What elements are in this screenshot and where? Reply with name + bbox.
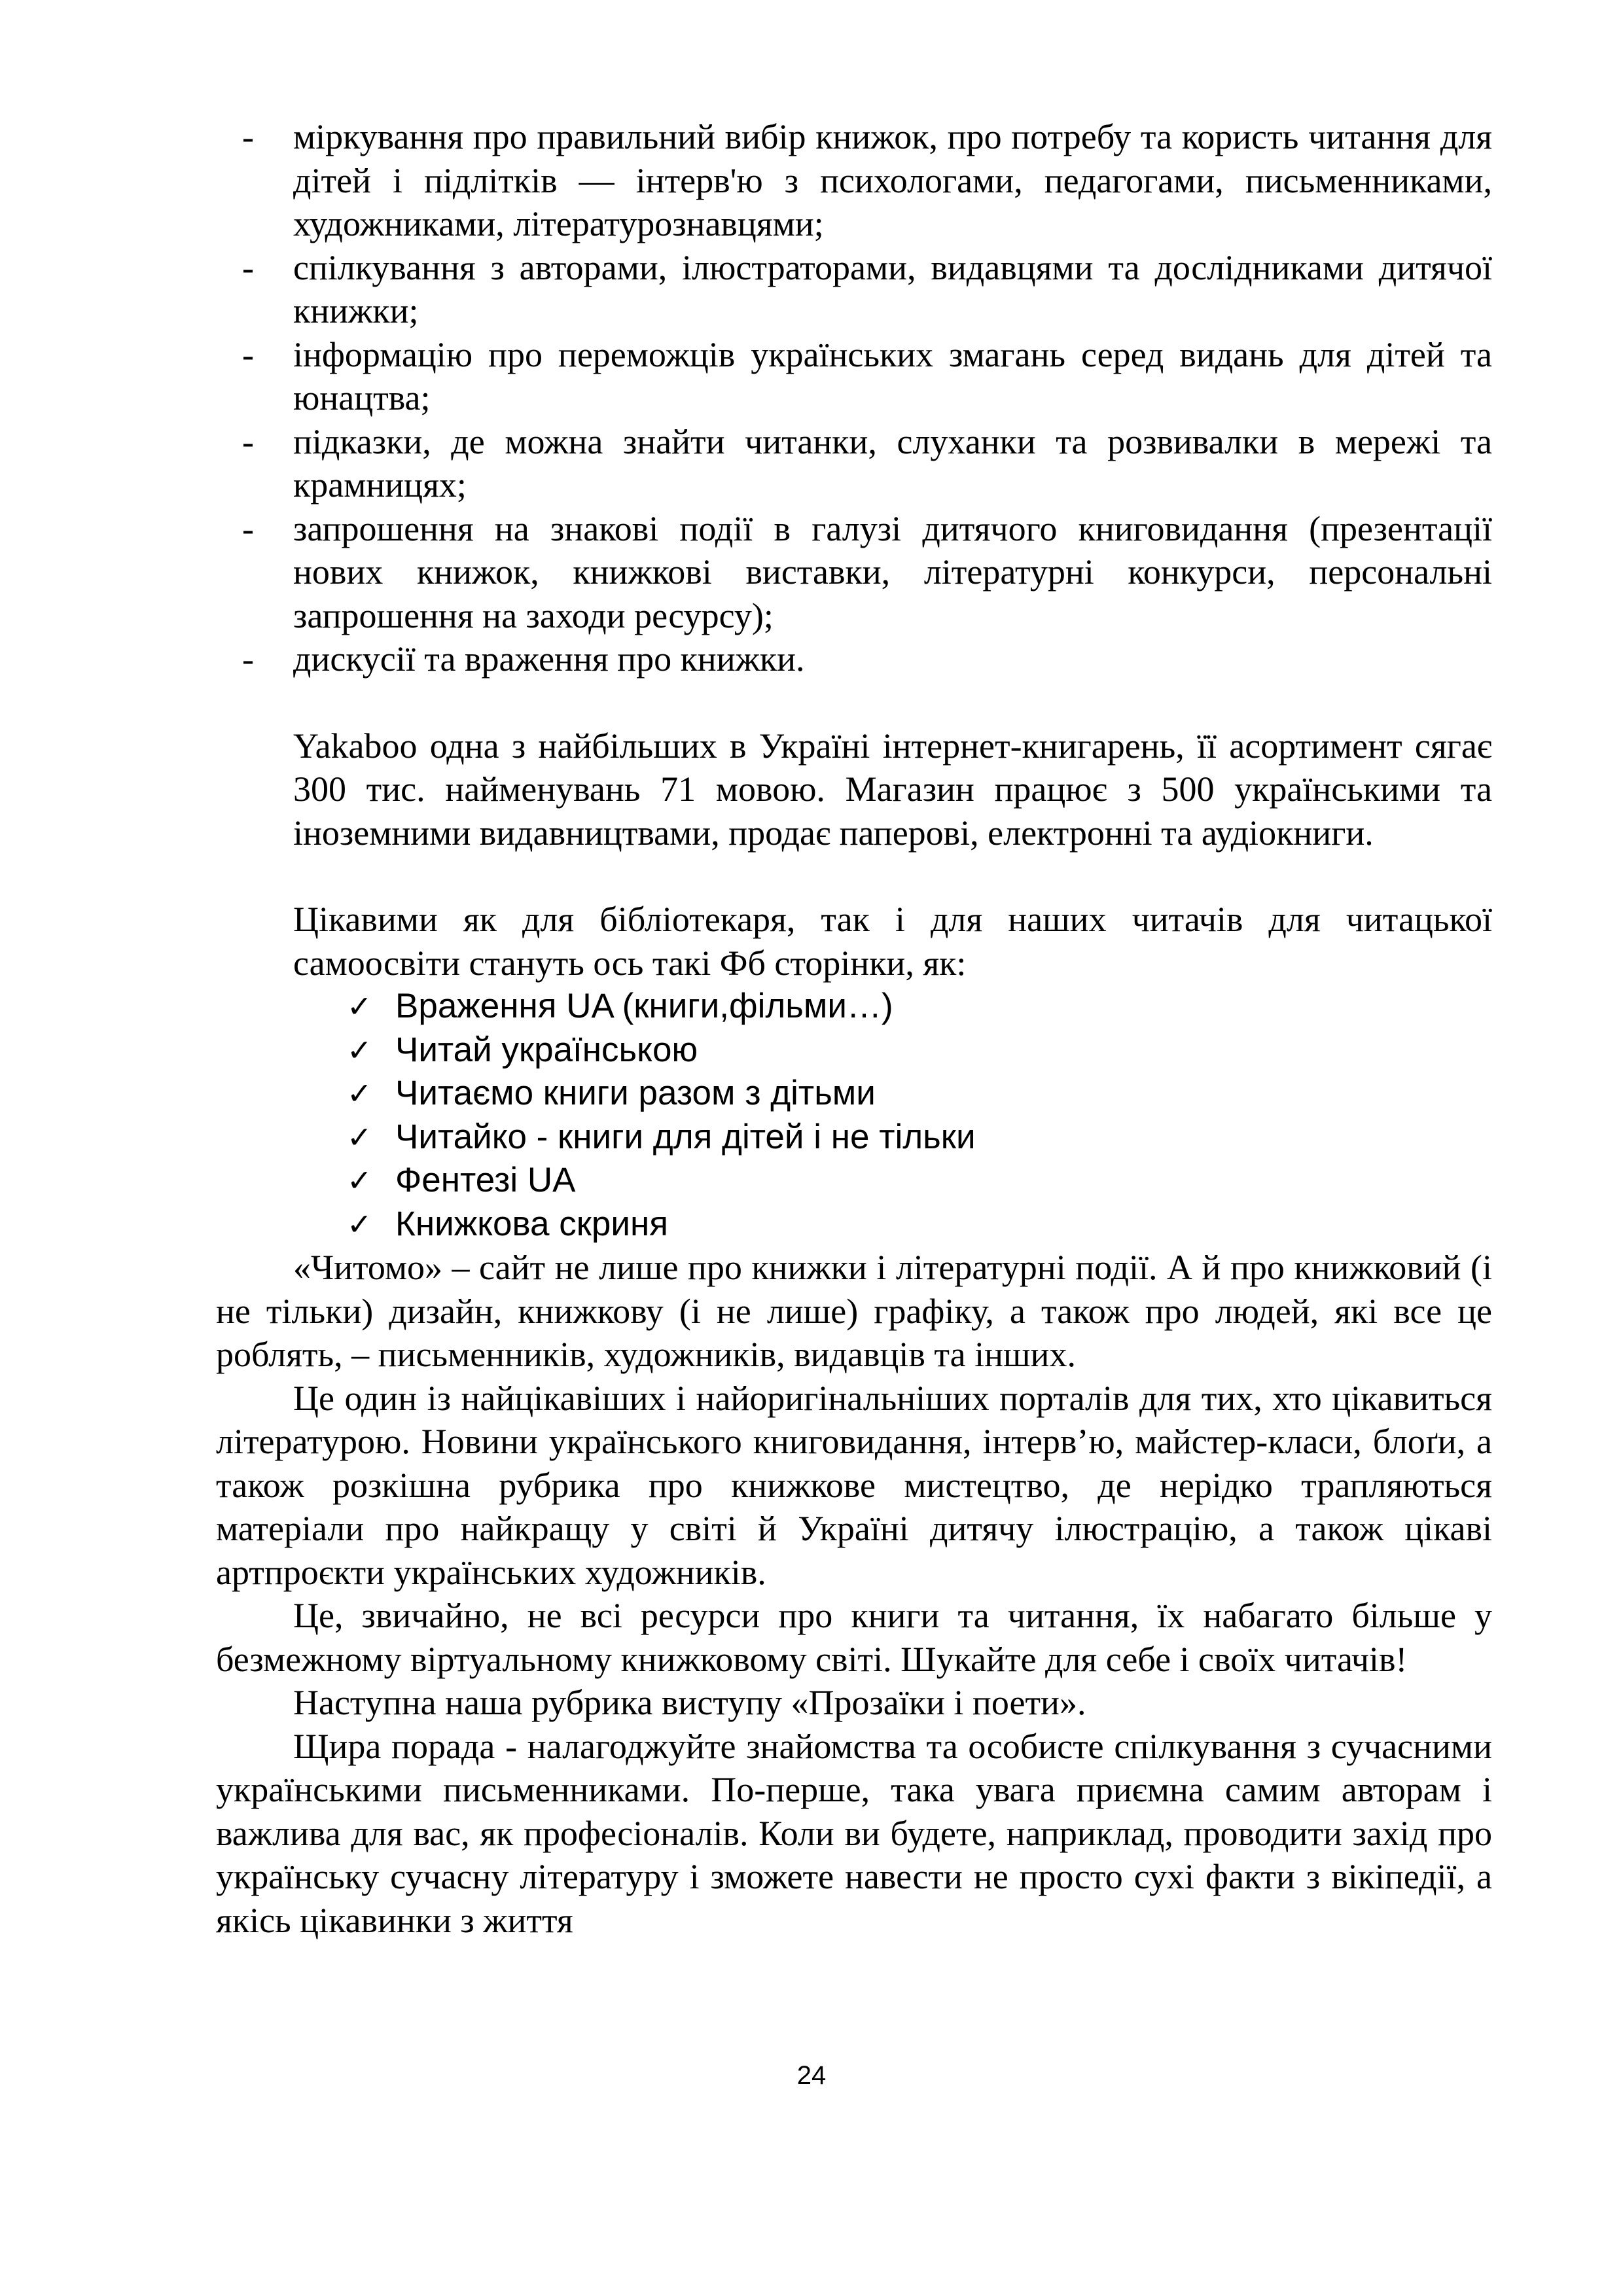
body-paragraph: Щира порада - налагоджуйте знайомства та особисте спілкування з сучасними українськими письменниками. По-перше, така увага приємна самим авторам і важлива для вас, як професіоналів. Коли ви будете, наприклад, проводити захід про українську сучасну літературу і зможете навести не просто сухі факти з вікіпедії, а якісь цікавинки з життя xyxy=(216,1726,1492,1940)
body-paragraph: Наступна наша рубрика виступу «Прозаїки і поети». xyxy=(293,1683,1086,1722)
dash-marker: - xyxy=(242,421,254,461)
fb-page-name: Читай українською xyxy=(395,1030,698,1069)
list-item xyxy=(347,1029,1492,1072)
dash-marker: - xyxy=(242,508,254,548)
body-paragraph: Це один із найцікавіших і найоригінальніших порталів для тих, хто цікавиться літературою. Новини українського книговидання, інтерв’ю, майстер-класи, блоґи, а також розкішна рубрика про книжкове мистецтво, де нерідко трапляються матеріали про найкращу у світі й Україні дитячу ілюстрацію, а також цікаві артпроєкти українських художників. xyxy=(216,1378,1492,1592)
list-item-text: спілкування з авторами, ілюстраторами, видавцями та дослідниками дитячої книжки; xyxy=(293,247,1492,330)
list-item xyxy=(216,333,1492,420)
fb-page-name: Читаємо книги разом з дітьми xyxy=(395,1074,876,1112)
list-item-text: запрошення на знакові події в галузі дитячого книговидання (презентації нових книжок, книжкові виставки, літературні конкурси, персональні запрошення на заходи ресурсу); xyxy=(293,508,1492,635)
list-item xyxy=(216,246,1492,333)
dash-marker: - xyxy=(242,117,254,156)
fb-page-name: Читайко - книги для дітей і не тільки xyxy=(395,1117,976,1156)
list-item xyxy=(216,115,1492,246)
body-paragraph: Це, звичайно, не всі ресурси про книги та читання, їх набагато більше у безмежному віртуальному книжковому світі. Шукайте для себе і своїх читачів! xyxy=(216,1596,1492,1679)
fb-intro-paragraph: Цікавими як для бібліотекаря, так і для наших читачів для читацької самоосвіти стануть ось такі Фб сторінки, як: xyxy=(293,900,1492,983)
dash-marker: - xyxy=(242,247,254,287)
fb-page-name: Книжкова скриня xyxy=(395,1204,668,1243)
fb-page-name: Враження UA (книги,фільми…) xyxy=(395,987,893,1025)
list-item-text: міркування про правильний вибір книжок, про потребу та користь читання для дітей і підлітків — інтерв'ю з психологами, педагогами, письменниками, художниками, літературознавцями; xyxy=(293,117,1492,243)
list-item-text: інформацію про переможців українських змагань серед видань для дітей та юнацтва; xyxy=(293,334,1492,417)
spacer xyxy=(216,681,1492,724)
list-item xyxy=(216,637,1492,681)
fb-page-name: Фентезі UA xyxy=(395,1161,576,1199)
body-paragraph: «Читомо» – сайт не лише про книжки і літературні події. А й про книжковий (і не тільки) дизайн, книжкову (і не лише) графіку, а також про людей, які все це роблять, – письменників, художників, видавців та інших. xyxy=(216,1248,1492,1374)
checkmark-icon: ✓ xyxy=(347,1119,372,1155)
checkmark-icon: ✓ xyxy=(347,989,372,1024)
checkmark-icon: ✓ xyxy=(347,1032,372,1068)
list-item xyxy=(216,507,1492,638)
list-item xyxy=(347,1072,1492,1116)
checkmark-icon: ✓ xyxy=(347,1163,372,1198)
checkmark-icon: ✓ xyxy=(347,1076,372,1111)
list-item xyxy=(347,1203,1492,1246)
list-item xyxy=(347,1159,1492,1203)
list-item xyxy=(347,985,1492,1029)
yakaboo-paragraph: Yakaboo одна з найбільших в Україні інтернет-книгарень, її асортимент сягає 300 тис. найменувань 71 мовою. Магазин працює з 500 українськими та іноземними видавництвами, продає паперові, електронні та аудіокниги. xyxy=(293,726,1492,853)
list-item xyxy=(347,1116,1492,1159)
list-item-text: дискусії та враження про книжки. xyxy=(293,639,805,679)
checkmark-icon: ✓ xyxy=(347,1206,372,1242)
dash-marker: - xyxy=(242,639,254,679)
dash-marker: - xyxy=(242,334,254,374)
dash-list xyxy=(216,115,1492,681)
spacer xyxy=(216,855,1492,898)
document-page xyxy=(216,115,1492,1942)
list-item xyxy=(216,420,1492,507)
page-number: 24 xyxy=(796,2061,827,2090)
list-item-text: підказки, де можна знайти читанки, слуханки та розвивалки в мережі та крамницях; xyxy=(293,421,1492,504)
fb-pages-list xyxy=(347,985,1492,1246)
